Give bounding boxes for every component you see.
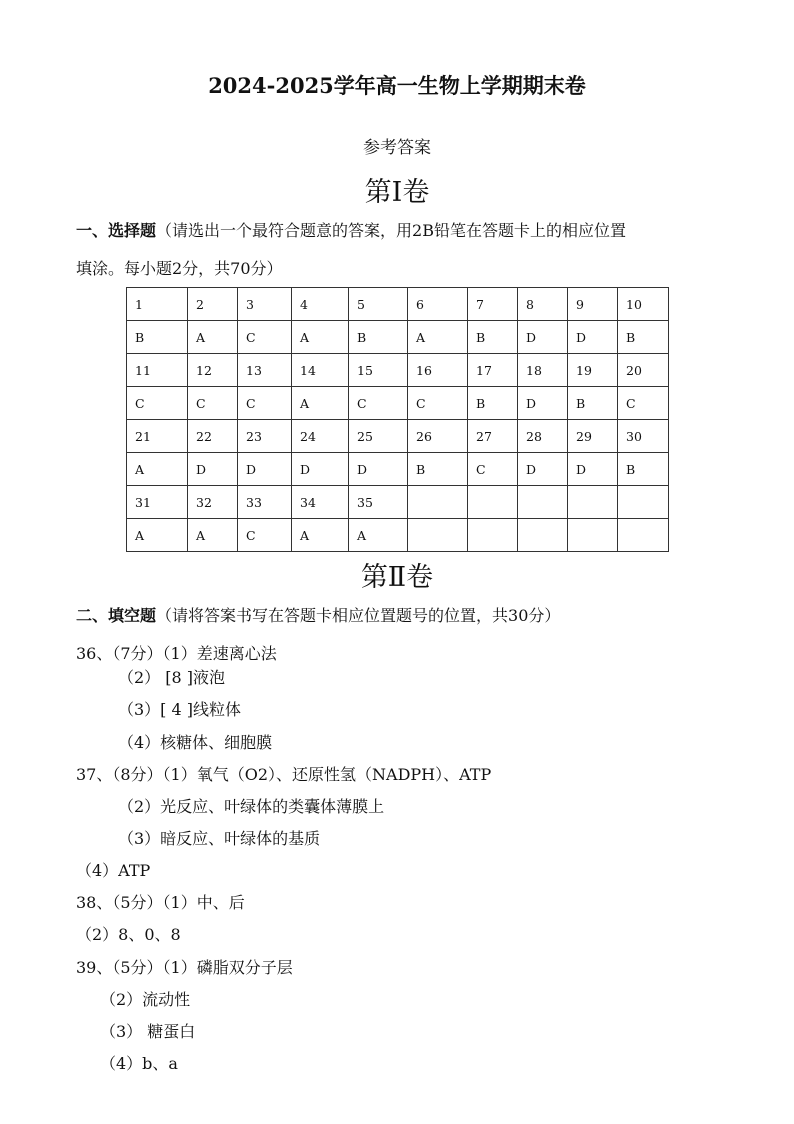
answer-cell: D [518,321,568,354]
answer-cell: C [349,387,408,420]
question-number-cell: 3 [238,288,292,321]
question-number-cell: 1 [127,288,188,321]
answer-table [126,287,669,552]
answer-cell: D [188,453,238,486]
answer-36: 36、（7分）（1）差速离心法 [76,644,277,663]
answer-cell: D [518,387,568,420]
answer-cell: B [408,453,468,486]
answer-cell: B [568,387,618,420]
question-number-cell: 5 [349,288,408,321]
question-number-cell: 9 [568,288,618,321]
answer-cell: A [292,321,349,354]
answer-37-3: （3）暗反应、叶绿体的基质 [118,829,321,848]
answer-36-4: （4）核糖体、细胞膜 [118,733,273,752]
answer-cell: C [408,387,468,420]
question-number-cell: 15 [349,354,408,387]
question-number-cell: 6 [408,288,468,321]
answer-cell: D [349,453,408,486]
question-number-cell: 33 [238,486,292,519]
question-number-row [127,486,669,519]
answer-cell: C [468,453,518,486]
section1-note-line1: （请选出一个最符合题意的答案，用2B铅笔在答题卡上的相应位置 [156,221,626,240]
question-number-row [127,288,669,321]
question-number-cell: 25 [349,420,408,453]
answer-cell: C [238,321,292,354]
answer-cell: A [292,387,349,420]
question-number-cell: 19 [568,354,618,387]
question-number-cell: 34 [292,486,349,519]
question-number-cell: 30 [618,420,669,453]
question-number-cell: 10 [618,288,669,321]
question-number-cell: 24 [292,420,349,453]
answer-cell: D [292,453,349,486]
answer-cell: D [568,321,618,354]
answer-cell: A [292,519,349,552]
answer-cell [468,519,518,552]
answer-cell [568,519,618,552]
section2-note: （请将答案书写在答题卡相应位置题号的位置，共30分） [156,606,561,625]
answer-cell: A [188,519,238,552]
answer-cell: B [349,321,408,354]
section2-instructions [76,603,560,626]
question-number-cell: 18 [518,354,568,387]
answer-39-3: （3） 糖蛋白 [100,1022,196,1041]
question-number-cell: 17 [468,354,518,387]
answer-cell: B [127,321,188,354]
section1-label: 一、选择题 [76,221,157,240]
answer-cell: B [468,321,518,354]
question-number-cell [408,486,468,519]
answer-cell [518,519,568,552]
question-number-cell: 23 [238,420,292,453]
answer-cell: A [127,519,188,552]
question-number-cell [568,486,618,519]
question-number-cell: 29 [568,420,618,453]
answer-cell: A [408,321,468,354]
section1-instructions [76,218,626,241]
question-number-cell: 31 [127,486,188,519]
answer-cell: B [468,387,518,420]
answer-cell: D [568,453,618,486]
question-number-cell: 13 [238,354,292,387]
question-number-cell: 27 [468,420,518,453]
answer-39-2: （2）流动性 [100,990,191,1009]
answer-37: 37、（8分）（1）氧气（O2）、还原性氢（NADPH）、ATP [76,765,492,784]
answer-row [127,519,669,552]
answer-cell [408,519,468,552]
answer-cell: C [238,519,292,552]
answer-cell: B [618,453,669,486]
answer-row [127,321,669,354]
question-number-cell: 28 [518,420,568,453]
answer-cell: A [349,519,408,552]
answer-38-2: （2）8、0、8 [76,925,181,944]
question-number-cell: 32 [188,486,238,519]
answer-row [127,387,669,420]
answer-39-4: （4）b、a [100,1054,178,1073]
question-number-cell: 4 [292,288,349,321]
answer-cell: A [127,453,188,486]
answer-cell: C [238,387,292,420]
answer-cell: C [188,387,238,420]
answer-cell: B [618,321,669,354]
question-number-row [127,420,669,453]
question-number-row [127,354,669,387]
answer-cell: D [238,453,292,486]
document-title: 2024-2025学年高一生物上学期期末卷 [208,73,586,98]
question-number-cell: 11 [127,354,188,387]
answer-36-2: （2） [8 ]液泡 [118,668,226,687]
question-number-cell: 7 [468,288,518,321]
question-number-cell: 16 [408,354,468,387]
answer-38: 38、（5分）（1）中、后 [76,893,245,912]
question-number-cell: 21 [127,420,188,453]
answer-39: 39、（5分）（1）磷脂双分子层 [76,958,293,977]
question-number-cell: 2 [188,288,238,321]
answer-cell: A [188,321,238,354]
question-number-cell: 14 [292,354,349,387]
question-number-cell [618,486,669,519]
answer-36-3: （3）[ 4 ]线粒体 [118,700,242,719]
question-number-cell: 22 [188,420,238,453]
question-number-cell: 35 [349,486,408,519]
answer-cell: D [518,453,568,486]
answer-cell [618,519,669,552]
section2-label: 二、填空题 [76,606,157,625]
answer-37-4: （4）ATP [76,861,151,880]
answer-cell: C [127,387,188,420]
question-number-cell: 26 [408,420,468,453]
answer-row [127,453,669,486]
question-number-cell [518,486,568,519]
question-number-cell: 8 [518,288,568,321]
part2-heading: 第Ⅱ卷 [360,562,434,593]
question-number-cell: 12 [188,354,238,387]
part1-heading: 第Ⅰ卷 [364,177,430,208]
document-subtitle: 参考答案 [363,138,431,158]
answer-cell: C [618,387,669,420]
question-number-cell [468,486,518,519]
section1-note-line2: 填涂。每小题2分，共70分） [76,259,283,278]
question-number-cell: 20 [618,354,669,387]
answer-37-2: （2）光反应、叶绿体的类囊体薄膜上 [118,797,385,816]
